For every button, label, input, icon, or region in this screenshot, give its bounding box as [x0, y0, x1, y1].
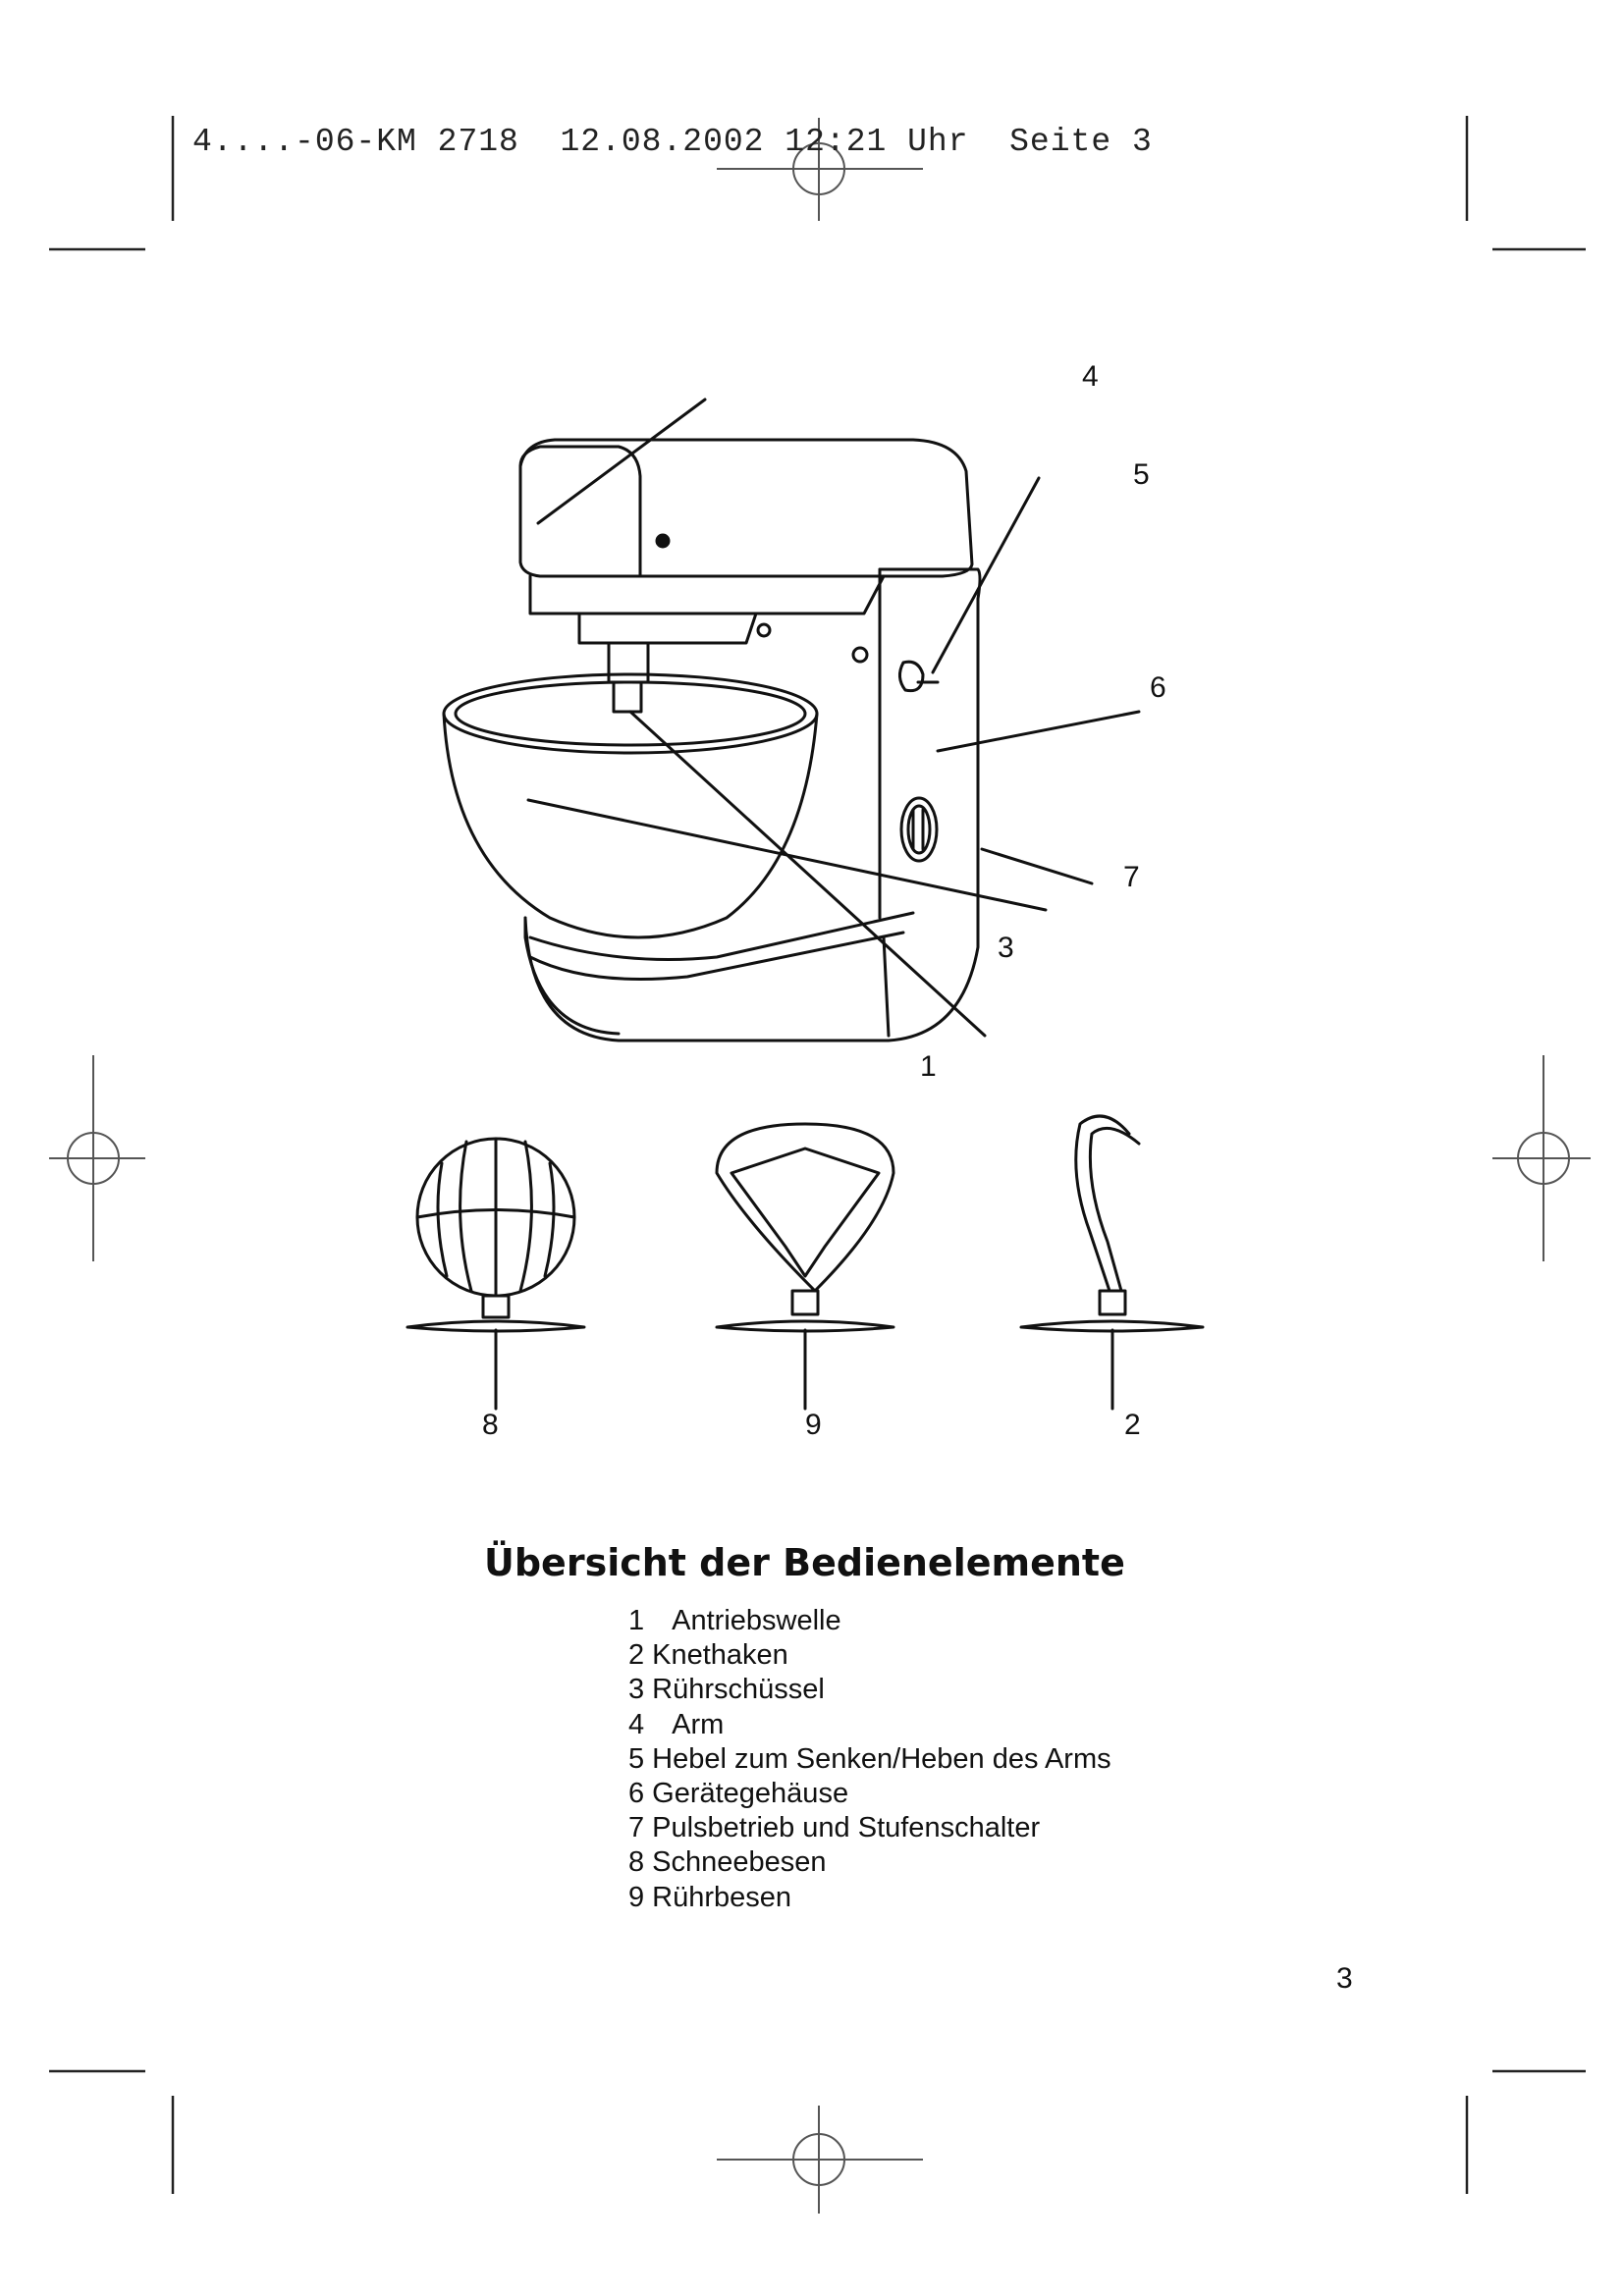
callout-9: 9	[805, 1409, 822, 1441]
callout-4: 4	[1082, 360, 1099, 393]
legend-item-label: Schneebesen	[652, 1846, 827, 1879]
section-title: Übersicht der Bedienelemente	[484, 1541, 1125, 1584]
legend-item-number: 1	[628, 1605, 645, 1636]
print-slug: 4....-06-KM 2718 12.08.2002 12:21 Uhr Seite 3	[192, 124, 1153, 160]
whisk-drawing	[407, 1139, 584, 1409]
legend-item-number: 2	[628, 1639, 645, 1672]
legend-item	[628, 1604, 1111, 1638]
legend-item-number: 3	[628, 1674, 645, 1706]
legend-item-label: Antriebswelle	[672, 1605, 841, 1636]
legend-item	[628, 1811, 1111, 1845]
speed-dial	[901, 798, 937, 861]
legend-item	[628, 1777, 1111, 1811]
callout-3: 3	[998, 932, 1014, 964]
legend-item	[628, 1845, 1111, 1880]
callout-1: 1	[920, 1050, 937, 1083]
legend-item-label: Hebel zum Senken/Heben des Arms	[652, 1742, 1111, 1775]
registration-mark-bottom	[717, 2106, 923, 2214]
registration-mark-right	[1492, 1055, 1591, 1261]
legend-item	[628, 1742, 1111, 1777]
page-number: 3	[1336, 1962, 1353, 1995]
legend-item-label: Pulsbetrieb und Stufenschalter	[652, 1812, 1041, 1844]
legend-item	[628, 1638, 1111, 1673]
callout-8: 8	[482, 1409, 499, 1441]
legend-item-label: Gerätegehäuse	[652, 1778, 849, 1810]
legend-item-number: 6	[628, 1778, 645, 1810]
beater-drawing	[717, 1124, 893, 1409]
registration-mark-left	[49, 1055, 145, 1261]
legend-item	[628, 1673, 1111, 1707]
callout-6: 6	[1150, 671, 1166, 704]
legend-item-label: Knethaken	[652, 1639, 788, 1672]
mixer-head-outline	[520, 440, 972, 576]
callout-7: 7	[1123, 861, 1140, 893]
legend-item-label: Arm	[672, 1708, 725, 1740]
legend-item-number: 5	[628, 1742, 645, 1775]
bowl-body	[444, 714, 817, 937]
legend-item-label: Rührbesen	[652, 1881, 792, 1913]
dough-hook-drawing	[1021, 1116, 1203, 1409]
parts-legend	[628, 1604, 1111, 1915]
legend-item-number: 9	[628, 1881, 645, 1913]
callout-2: 2	[1124, 1409, 1141, 1441]
legend-item-number: 4	[628, 1708, 645, 1740]
legend-item-label: Rührschüssel	[652, 1674, 825, 1706]
callout-5: 5	[1133, 458, 1150, 491]
legend-item	[628, 1708, 1111, 1742]
mixer-drawing	[393, 348, 1227, 1428]
mixer-illustration	[393, 348, 1227, 1441]
legend-item-number: 8	[628, 1846, 645, 1879]
legend-item-number: 7	[628, 1812, 645, 1844]
lever-knob	[899, 662, 923, 690]
drive-shaft	[609, 643, 648, 682]
legend-item	[628, 1881, 1111, 1915]
